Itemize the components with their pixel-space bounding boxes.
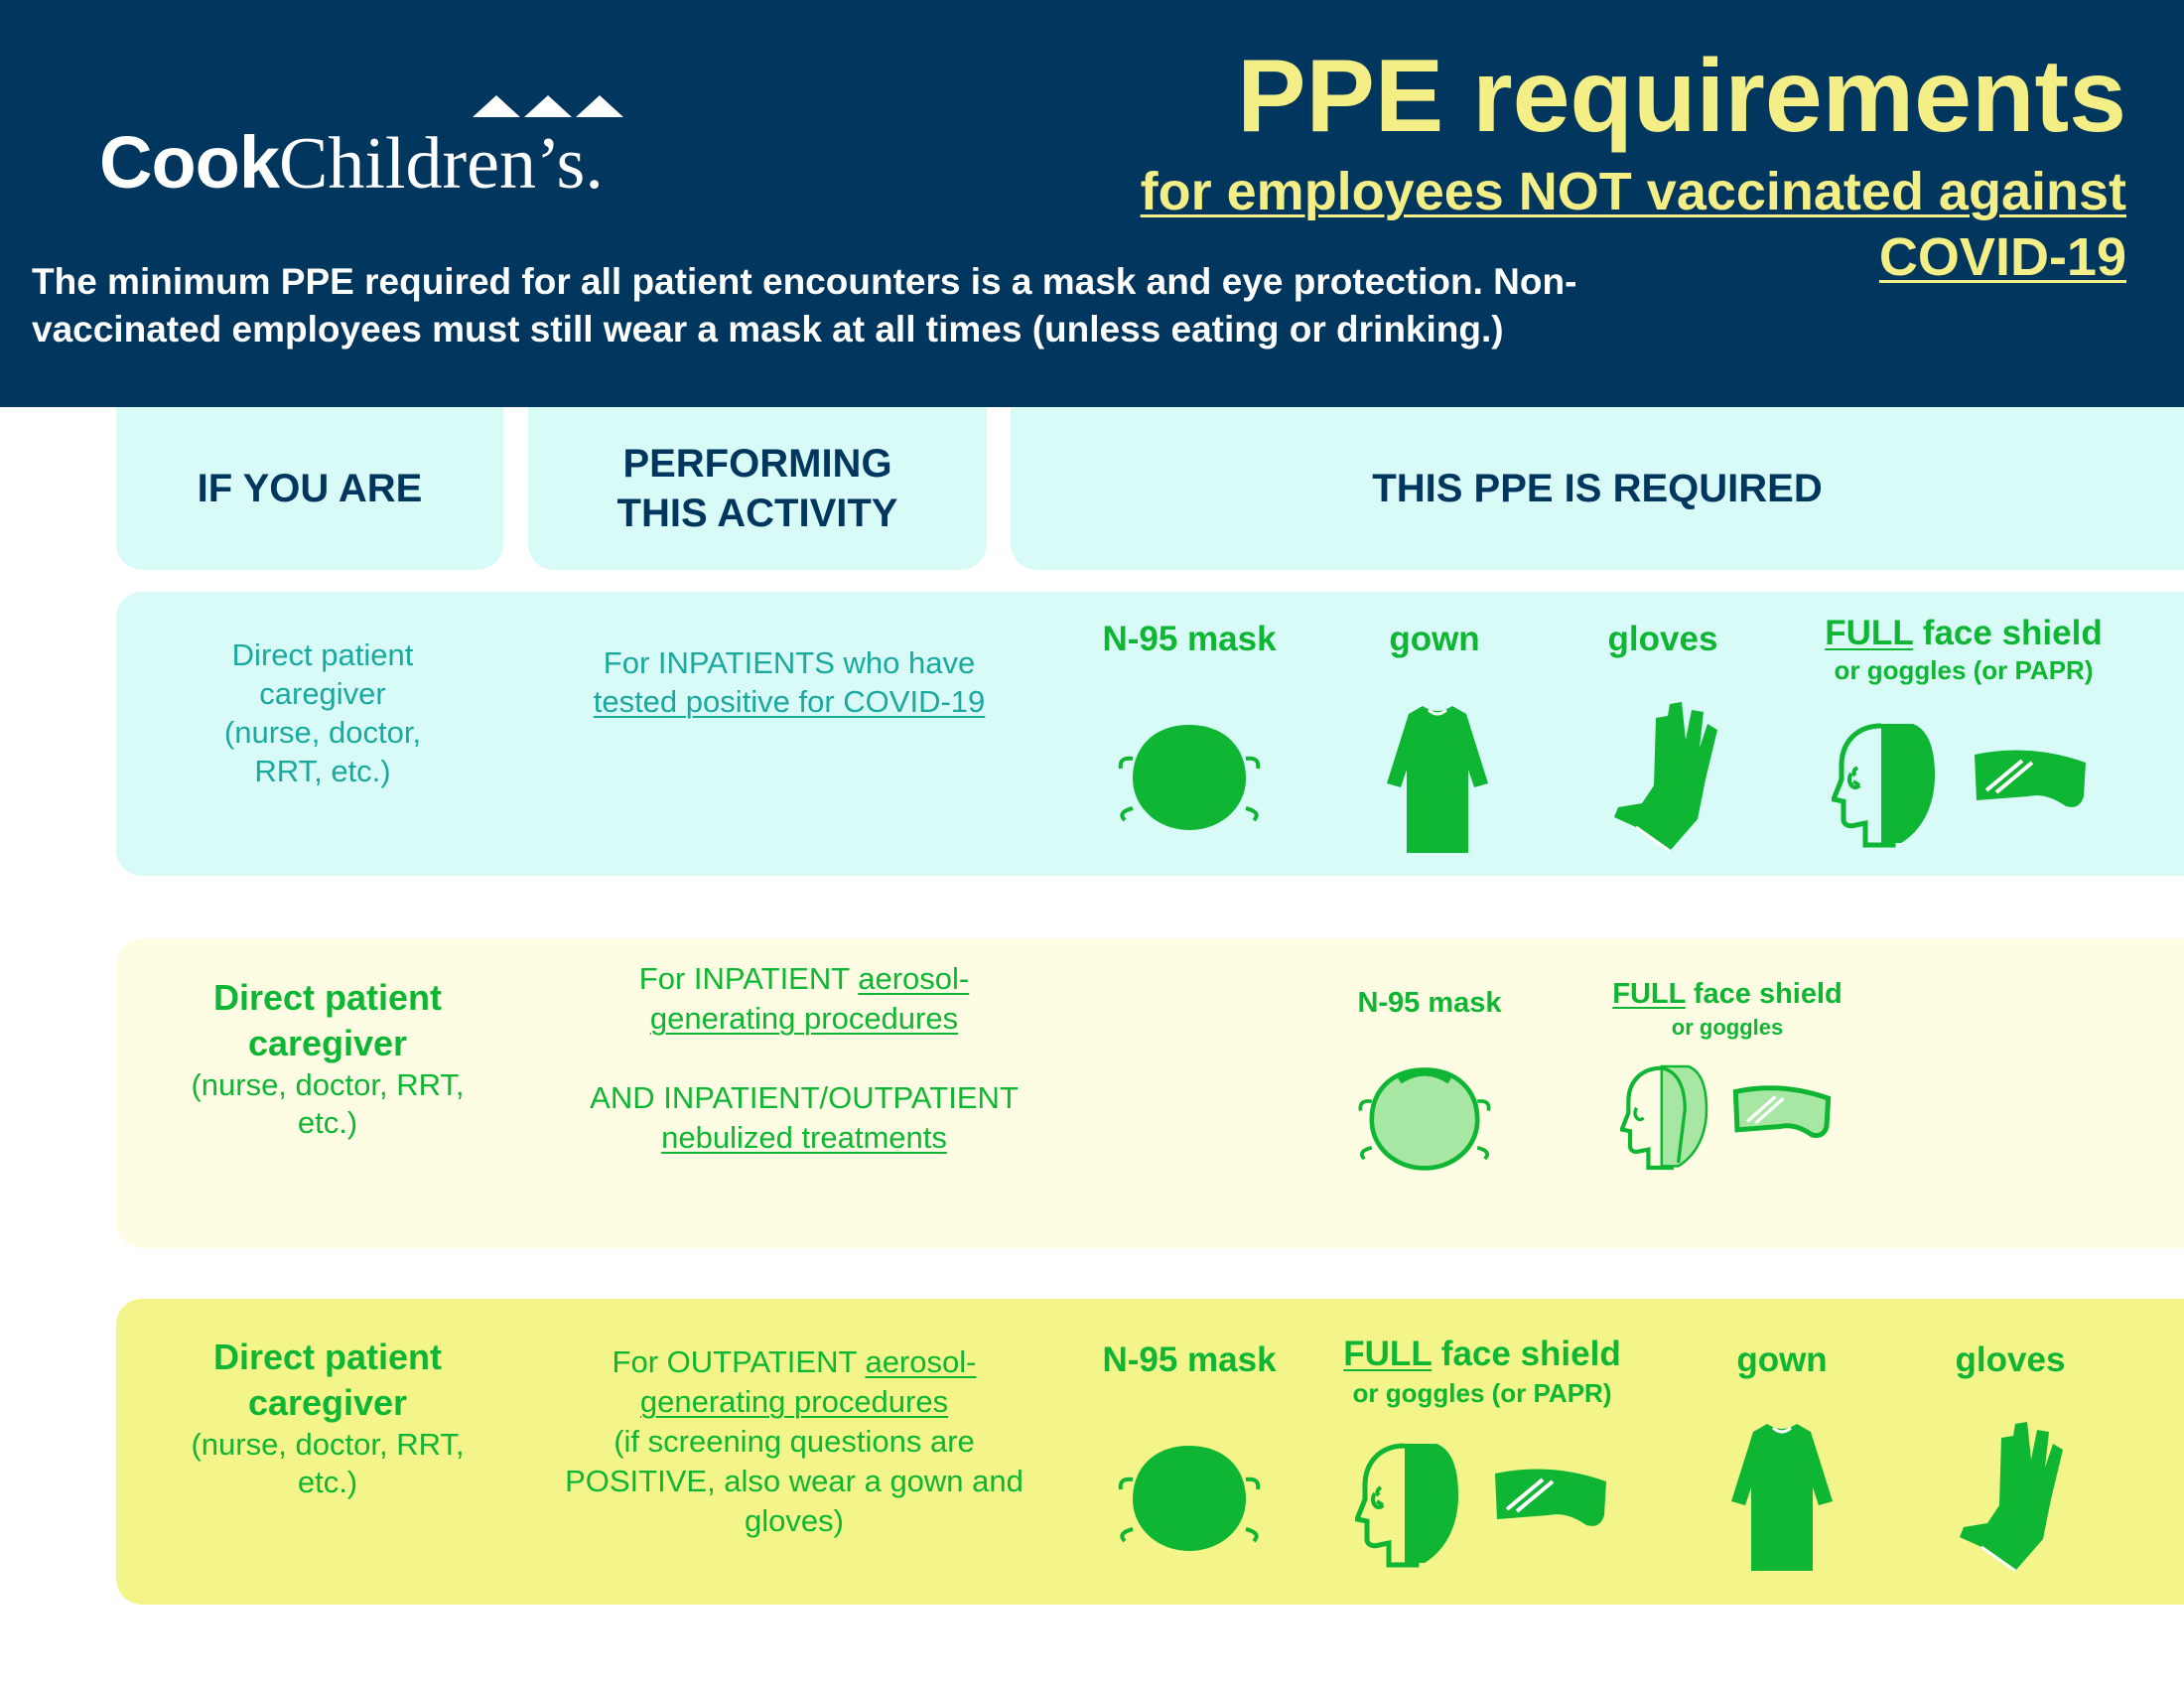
row3-activity: For OUTPATIENT aerosol- generating procedures (if screening questions are POSITIVE, also wear a gown and gloves) xyxy=(565,1344,1024,1538)
face-shield-icon xyxy=(1832,720,1941,849)
column-header-activity: PERFORMING THIS ACTIVITY xyxy=(528,407,987,570)
row1-n95-label: N-95 mask xyxy=(1102,620,1277,658)
gown-icon xyxy=(1727,1418,1837,1577)
intro-text: The minimum PPE required for all patient encounters is a mask and eye protection. Non-vaccinated employees must still wear a mask at all times (unless eating or drinking.) xyxy=(32,261,1577,350)
gloves-icon xyxy=(1954,1420,2073,1579)
goggles-icon xyxy=(1732,1084,1832,1144)
row2-role: Direct patient caregiver (nurse, doctor, RRT, etc.) xyxy=(191,977,465,1140)
row3-shield-label: FULL face shield xyxy=(1343,1335,1621,1373)
column-header-ppe-required: THIS PPE IS REQUIRED xyxy=(1011,407,2184,570)
mask-icon xyxy=(1115,717,1264,836)
row2-shield-label: FULL face shield xyxy=(1612,978,1843,1010)
row2-shield-note: or goggles xyxy=(1671,1015,1784,1040)
column-header-if-you-are: IF YOU ARE xyxy=(116,407,503,570)
row2-activity: For INPATIENT aerosol- generating procedures AND INPATIENT/OUTPATIENT nebulized treatments xyxy=(590,961,1019,1155)
mask-icon xyxy=(1115,1438,1264,1557)
goggles-icon xyxy=(1971,747,2090,816)
row3-n95-label: N-95 mask xyxy=(1102,1340,1277,1379)
face-shield-icon xyxy=(1620,1062,1711,1172)
gloves-icon xyxy=(1608,700,1727,859)
logo-triangle-icon xyxy=(576,95,623,117)
row3-gloves-label: gloves xyxy=(1955,1340,2066,1379)
face-shield-icon xyxy=(1355,1440,1464,1569)
goggles-icon xyxy=(1491,1466,1610,1535)
logo-wordmark: CookChildren’s. xyxy=(99,121,604,205)
row1-shield-note: or goggles (or PAPR) xyxy=(1834,655,2094,685)
row3-role: Direct patient caregiver (nurse, doctor, RRT, etc.) xyxy=(191,1336,465,1499)
row1-activity: For INPATIENTS who have tested positive for COVID-19 xyxy=(593,645,986,719)
row1-gown-label: gown xyxy=(1389,620,1480,658)
row3-gown-label: gown xyxy=(1736,1340,1828,1379)
page-title: PPE requirements xyxy=(1237,39,2126,154)
mask-icon xyxy=(1355,1062,1494,1174)
row1-shield-label: FULL face shield xyxy=(1825,614,2103,652)
page-subtitle: for employees NOT vaccinated against COVID-19 xyxy=(1140,162,2126,287)
gown-icon xyxy=(1383,700,1492,859)
row1-role: Direct patient caregiver (nurse, doctor, RRT, etc.) xyxy=(223,637,422,788)
logo-triangle-icon xyxy=(473,95,520,117)
row3-shield-note: or goggles (or PAPR) xyxy=(1352,1378,1612,1408)
row2-n95-label: N-95 mask xyxy=(1357,987,1502,1019)
row1-gloves-label: gloves xyxy=(1607,620,1718,658)
logo-triangle-icon xyxy=(524,95,572,117)
